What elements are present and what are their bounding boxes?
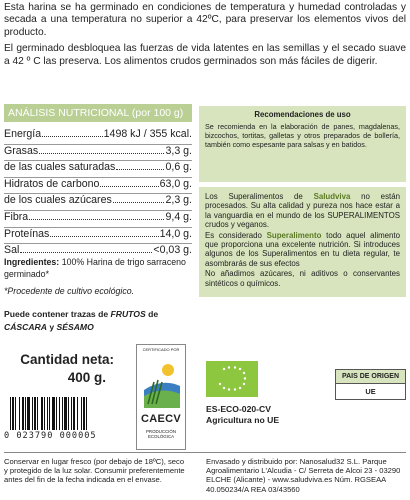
- eu-organic-agriculture: Agricultura no UE: [206, 415, 280, 425]
- barcode-bar: [32, 397, 33, 430]
- brand-name: Saludviva: [313, 192, 351, 201]
- barcode-bar: [77, 397, 78, 430]
- superfood-info: [199, 187, 406, 297]
- barcode-bar: [25, 397, 26, 430]
- net-quantity-value: 400 g.: [67, 370, 106, 385]
- net-quantity: [4, 352, 114, 388]
- nutrition-label: Hidratos de carbono: [4, 177, 100, 190]
- ingredients-note: *Procedente de cultivo ecológico.: [4, 285, 135, 296]
- superfood-p1-end: no están procesados. Su alta calidad y pureza nos hace estar a la vanguardia en el mundo de los SUPERALIMENTOS crudos y veganos.: [205, 192, 400, 230]
- caecv-caption: CERTIFICADO POR: [142, 347, 180, 352]
- nutrition-label: Sal: [4, 244, 20, 257]
- nutrition-leader-dots: [50, 236, 158, 237]
- nutrition-value: <0,03 g.: [153, 244, 192, 257]
- superfood-p2-start: Es considerado: [205, 230, 262, 240]
- nutrition-table: [4, 128, 192, 260]
- barcode-bar: [64, 397, 67, 430]
- barcode-bar: [44, 397, 45, 430]
- traces-middle: de: [148, 309, 159, 319]
- traces-item-2: CÁSCARA: [4, 321, 47, 332]
- barcode-bar: [71, 397, 72, 430]
- traces-item-1: FRUTOS: [110, 309, 146, 319]
- nutrition-leader-dots: [42, 136, 103, 137]
- barcode-bar: [27, 397, 30, 430]
- nutrition-row: [4, 145, 192, 161]
- barcode: [4, 397, 126, 443]
- barcode-bar: [10, 397, 11, 430]
- nutrition-label: Grasas: [4, 144, 39, 157]
- caecv-certification-logo: [136, 344, 186, 450]
- barcode-bar: [68, 397, 69, 430]
- origin-value: UE: [365, 387, 376, 396]
- eu-organic-info: [206, 404, 279, 426]
- nutrition-leader-dots: [113, 202, 165, 203]
- usage-text: Se recomienda en la elaboración de panes, magdalenas, bizcochos, tortitas, galletas y otros preparados de bollería, también como espesante para salsas y en batidos.: [205, 122, 400, 150]
- nutrition-value: 0,6 g.: [165, 161, 192, 174]
- barcode-bar: [49, 397, 50, 430]
- superfood-paragraph-2: [205, 231, 400, 269]
- net-quantity-label: Cantidad neta:: [20, 352, 114, 367]
- eu-organic-leaf-icon: [206, 361, 258, 397]
- nutrition-leader-dots: [20, 252, 152, 253]
- superfood-paragraph-3: No añadimos azúcares, ni aditivos o conservantes sintéticos o químicos.: [205, 269, 400, 288]
- caecv-emblem-icon: [144, 360, 180, 408]
- nutrition-leader-dots: [100, 186, 158, 187]
- country-of-origin: [335, 369, 406, 400]
- nutrition-value: 14,0 g.: [159, 227, 192, 240]
- traces-item-3: SÉSAMO: [56, 321, 94, 332]
- allergen-traces: [4, 308, 192, 333]
- traces-joiner: y: [49, 321, 55, 332]
- superfood-keyword: Superalimento: [266, 230, 322, 240]
- barcode-bars: [10, 397, 122, 430]
- barcode-bar: [52, 397, 55, 430]
- barcode-bar: [73, 397, 75, 430]
- nutrition-label: de los cuales azúcares: [4, 194, 112, 207]
- nutrition-leader-dots: [116, 169, 164, 170]
- barcode-bar: [19, 397, 20, 430]
- origin-title: PAIS DE ORIGEN: [336, 370, 405, 384]
- nutrition-value: 9,4 g.: [165, 210, 192, 223]
- caecv-subtitle: PRODUCCIÓN ECOLÓGICA: [145, 429, 176, 440]
- nutrition-value: 2,3 g.: [165, 194, 192, 207]
- intro-paragraph-1: Esta harina se ha germinado en condiciones de temperatura y humedad controladas y secada a una temperatura no superior a 42ºC, para preservar los elementos vivos del producto.: [4, 2, 406, 38]
- nutrition-row: [4, 128, 192, 144]
- barcode-bar: [86, 397, 87, 430]
- barcode-bar: [37, 397, 38, 430]
- nutrition-row: [4, 228, 192, 244]
- barcode-bar: [83, 397, 85, 430]
- nutrition-leader-dots: [39, 153, 164, 154]
- nutrition-value: 63,0 g.: [159, 177, 192, 190]
- superfood-p2-end: todo aquel alimento que proporciona una excelente nutrición. Si introduces algunos de los Superalimentos en tu dieta regular, te asombrarás de sus efectos: [205, 230, 400, 268]
- bottom-divider: [4, 452, 406, 453]
- barcode-bar: [59, 397, 60, 430]
- barcode-bar: [62, 397, 63, 430]
- nutrition-leader-dots: [29, 219, 164, 220]
- packer-info: Envasado y distribuido por: Nanosalud32 S.L. Parque Agroalimentario L'Alcudia - C/ Serreta de Alcoi 23 - 03290 ELCHE (Alicante) - www.saludviva.es Núm. RGSEAA 40.050234/A REA 03/43560: [206, 457, 401, 494]
- traces-prefix: Puede contener trazas de: [4, 309, 109, 319]
- ingredients: [4, 256, 192, 297]
- nutrition-row: [4, 211, 192, 227]
- usage-recommendations: [199, 106, 406, 182]
- nutrition-label: de las cuales saturadas: [4, 161, 116, 174]
- barcode-bar: [41, 397, 43, 430]
- intro-paragraph-2: El germinado desbloquea las fuerzas de vida latentes en las semillas y el secado suave a 42 º C las preserva. Los alimentos crudos germinados son más fáciles de digerir.: [4, 43, 406, 67]
- eu-organic-code: ES-ECO-020-CV: [206, 404, 271, 414]
- barcode-bar: [15, 397, 16, 430]
- barcode-digits: 0 023790 000005: [4, 431, 97, 441]
- nutrition-title: ANÁLISIS NUTRICIONAL (por 100 g): [4, 104, 192, 122]
- intro-text: [4, 2, 406, 68]
- nutrition-label: Energía: [4, 128, 42, 140]
- barcode-bar: [81, 397, 82, 430]
- nutrition-value: 1498 kJ / 355 kcal.: [103, 128, 192, 140]
- barcode-bar: [12, 397, 14, 430]
- ingredients-label: Ingredientes:: [4, 257, 60, 267]
- usage-title: Recomendaciones de uso: [254, 110, 351, 119]
- nutrition-label: Proteínas: [4, 227, 50, 240]
- nutrition-row: [4, 161, 192, 177]
- barcode-bar: [47, 397, 48, 430]
- nutrition-row: [4, 178, 192, 194]
- nutrition-label: Fibra: [4, 210, 29, 223]
- barcode-bar: [22, 397, 24, 430]
- ingredients-text: 100% Harina de trigo sarraceno germinado*: [4, 257, 186, 280]
- barcode-bar: [56, 397, 57, 430]
- nutrition-value: 3,3 g.: [165, 144, 192, 157]
- nutrition-row: [4, 194, 192, 210]
- barcode-bar: [34, 397, 36, 430]
- superfood-p1-start: Los Superalimentos de: [205, 192, 303, 201]
- storage-instructions: Conservar en lugar fresco (por debajo de 18ºC), seco y protegido de la luz solar. Consumir preferentemente antes del fin de la fecha indicada en el envase.: [4, 457, 185, 485]
- caecv-name: CAECV: [140, 413, 181, 425]
- superfood-paragraph-1: [205, 192, 400, 230]
